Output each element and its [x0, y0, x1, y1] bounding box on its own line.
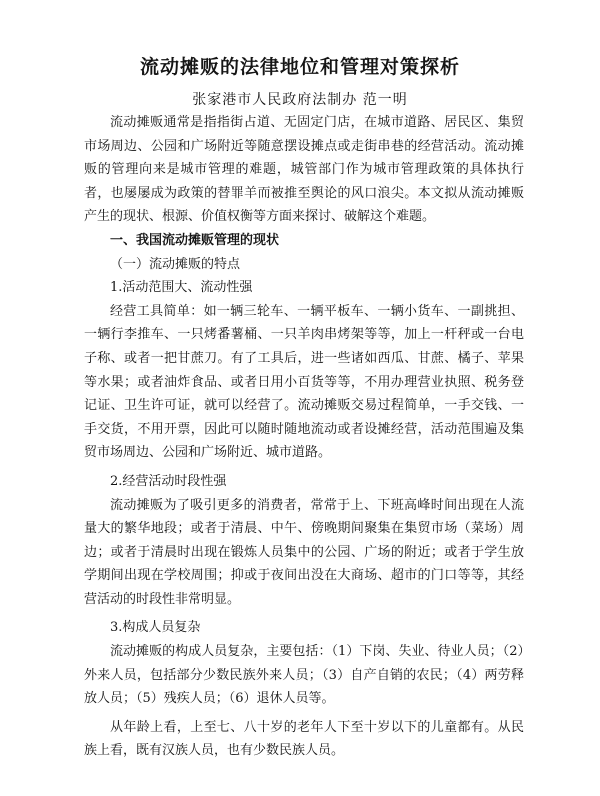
section-heading: 一、我国流动摊贩管理的现状	[110, 232, 280, 248]
point-heading: 3.构成人员复杂	[110, 620, 201, 636]
body-paragraph: 经营工具简单：如一辆三轮车、一辆平板车、一辆小货车、一副挑担、一辆行李推车、一只烤番薯桶、一只羊肉串烤架等等，加上一杆秤或一台电子称、或者一把甘蔗刀。有了工具后，进一些诸如西瓜、甘蔗、橘子、苹果等水果；或者油炸食品、或者日用小百货等等，不用办理营业执照、税务登记证、卫生许可证，就可以经营了。流动摊贩交易过程简单，一手交钱、一手交货，不用开票，因此可以随时随地流动或者设摊经营，活动范围遍及集贸市场周边、公园和广场附近、城市道路。	[84, 303, 524, 461]
subsection-heading: （一）流动摊贩的特点	[110, 256, 241, 272]
document-title: 流动摊贩的法律地位和管理对策探析	[139, 56, 460, 78]
intro-paragraph: 流动摊贩通常是指指街占道、无固定门店，在城市道路、居民区、集贸市场周边、公园和广场附近等随意摆设摊点或走街串巷的经营活动。流动摊贩的管理向来是城市管理的难题，城管部门作为城市管理政策的具体执行者，也屡屡成为政策的替罪羊而被推至舆论的风口浪尖。本文拟从流动摊贩产生的现状、根源、价值权衡等方面来探讨、破解这个难题。	[84, 115, 524, 225]
body-paragraph: 流动摊贩的构成人员复杂，主要包括：（1）下岗、失业、待业人员；（2）外来人员，包括部分少数民族外来人员；（3）自产自销的农民；（4）两劳释放人员；（5）残疾人员；（6）退休人员等。	[84, 644, 524, 707]
body-paragraph: 流动摊贩为了吸引更多的消费者，常常于上、下班高峰时间出现在人流量大的繁华地段；或者于清晨、中午、傍晚期间聚集在集贸市场（菜场）周边；或者于清晨时出现在锻炼人员集中的公园、广场的附近；或者于学生放学期间出现在学校周围；抑或于夜间出没在大商场、超市的门口等等，其经营活动的时段性非常明显。	[84, 497, 524, 607]
point-heading: 2.经营活动时段性强	[110, 473, 227, 489]
author-line: 张家港市人民政府法制办 范一明	[192, 92, 408, 108]
document-body	[84, 111, 524, 763]
body-paragraph: 从年龄上看，上至七、八十岁的老年人下至十岁以下的儿童都有。从民族上看，既有汉族人员，也有少数民族人员。	[84, 719, 524, 759]
point-heading: 1.活动范围大、流动性强	[110, 280, 253, 296]
